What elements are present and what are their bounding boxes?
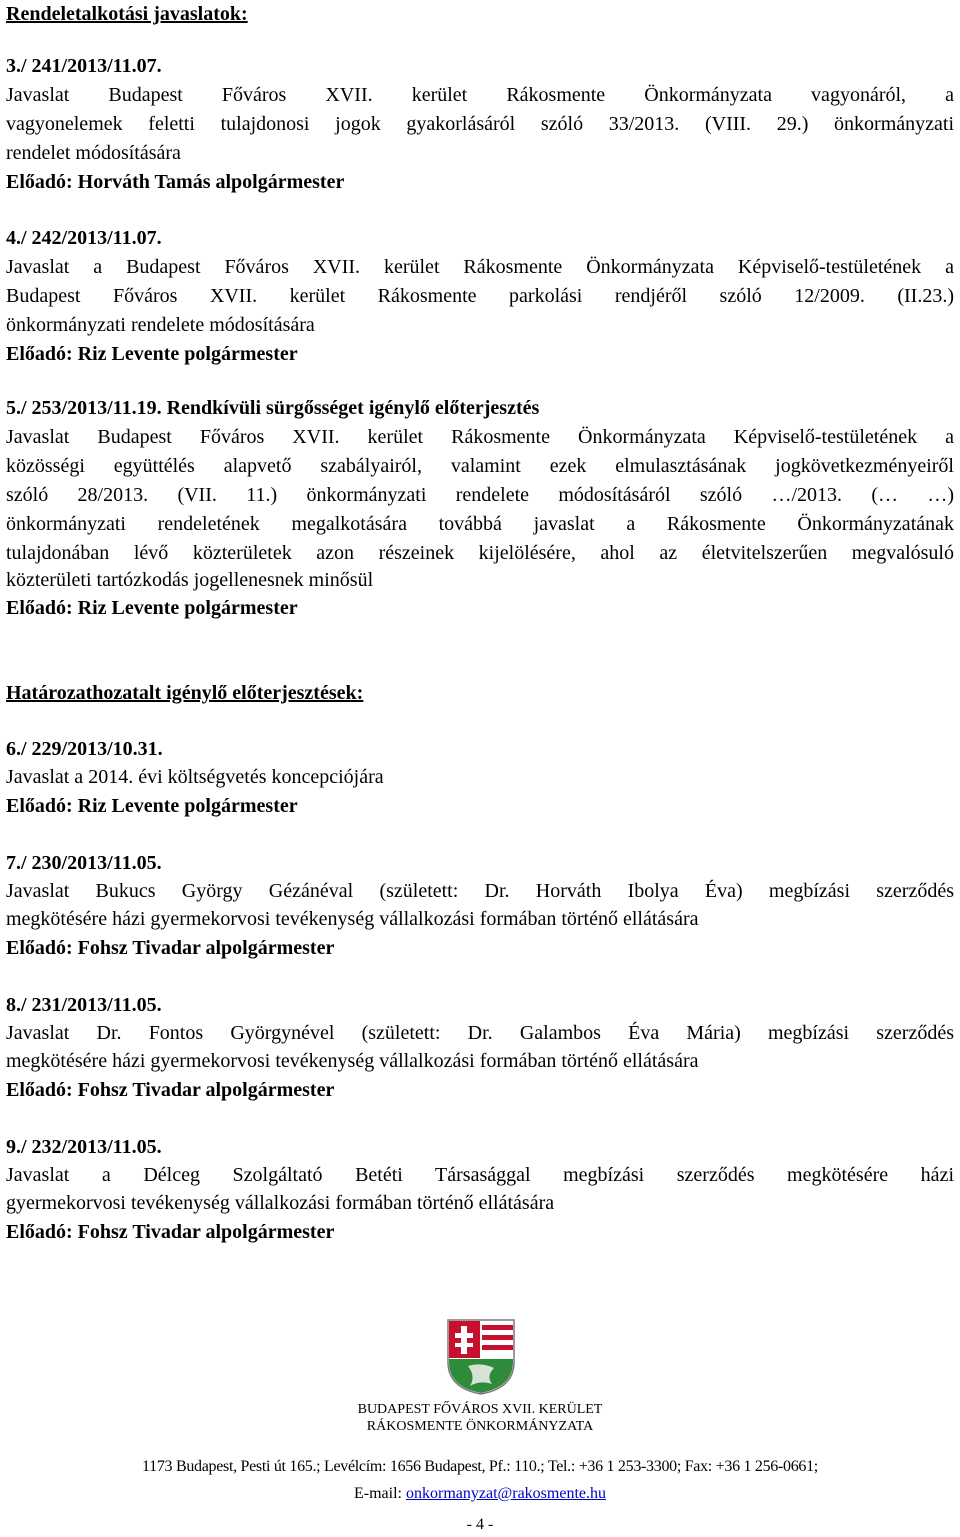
section-heading-rendelet: Rendeletalkotási javaslatok: [6,3,248,25]
item-text-line: Javaslat Bukucs György Gézánéval (született: Dr. Horváth Ibolya Éva) megbízási szerződés [6,880,954,902]
item-text-line: Javaslat a Budapest Főváros XVII. kerület Rákosmente Önkormányzata Képviselő-testületének a [6,256,954,278]
item-presenter: Előadó: Horváth Tamás alpolgármester [6,171,345,193]
footer-address: 1173 Budapest, Pesti út 165.; Levélcím: 1656 Budapest, Pf.: 110.; Tel.: +36 1 253-3300; Fax: +36 1 256-0661; [142,1458,818,1475]
footer-email-row [6,1484,954,1504]
item-text-line: Javaslat Budapest Főváros XVII. kerület Rákosmente Önkormányzata vagyonáról, a [6,84,954,106]
item-number: 9./ 232/2013/11.05. [6,1136,162,1158]
item-number: 5./ 253/2013/11.19. Rendkívüli sürgősséget igénylő előterjesztés [6,397,540,419]
section-heading-hatarozat: Határozathozatalt igénylő előterjesztések: [6,682,364,704]
item-text-line: önkormányzati rendelete módosítására [6,314,315,336]
item-presenter: Előadó: Riz Levente polgármester [6,597,298,619]
item-text-line: önkormányzati rendeletének megalkotására továbbá javaslat a Rákosmente Önkormányzatának [6,513,954,535]
item-number: 4./ 242/2013/11.07. [6,227,162,249]
item-text-line: gyermekorvosi tevékenység vállalkozási formában történő ellátására [6,1192,555,1214]
item-text-line: szóló 28/2013. (VII. 11.) önkormányzati rendelete módosításáról szóló …/2013. (… …) [6,484,954,506]
item-text-line: Javaslat Dr. Fontos Györgynével (született: Dr. Galambos Éva Mária) megbízási szerződés [6,1022,954,1044]
item-presenter: Előadó: Fohsz Tivadar alpolgármester [6,1079,335,1101]
item-presenter: Előadó: Fohsz Tivadar alpolgármester [6,1221,335,1243]
footer-email-link[interactable]: onkormanyzat@rakosmente.hu [405,1485,606,1502]
item-text-line: Javaslat a Délceg Szolgáltató Betéti Társasággal megbízási szerződés megkötésére házi [6,1164,954,1186]
item-text-line: közösségi együttélés alapvető szabályairól, valamint ezek elmulasztásának jogkövetkezményeiről [6,455,954,477]
item-number: 7./ 230/2013/11.05. [6,852,162,874]
item-number: 3./ 241/2013/11.07. [6,55,162,77]
footer-org-line2: RÁKOSMENTE ÖNKORMÁNYZATA [366,1419,594,1434]
item-text-line: rendelet módosítására [6,142,181,164]
item-presenter: Előadó: Riz Levente polgármester [6,795,298,817]
item-text-line: Javaslat a 2014. évi költségvetés koncepciójára [6,766,384,788]
footer-org-line1: BUDAPEST FŐVÁROS XVII. KERÜLET [357,1402,603,1417]
item-text-line: közterületi tartózkodás jogellenesnek minősül [6,569,374,591]
footer-email-label: E-mail: [354,1485,402,1502]
item-number: 6./ 229/2013/10.31. [6,738,163,760]
item-text-line: Budapest Főváros XVII. kerület Rákosmente parkolási rendjéről szóló 12/2009. (II.23.) [6,285,954,307]
item-number: 8./ 231/2013/11.05. [6,994,162,1016]
item-text-line: Javaslat Budapest Főváros XVII. kerület Rákosmente Önkormányzata Képviselő-testületének a [6,426,954,448]
item-presenter: Előadó: Fohsz Tivadar alpolgármester [6,937,335,959]
item-text-line: megkötésére házi gyermekorvosi tevékenység vállalkozási formában történő ellátására [6,908,699,930]
item-presenter: Előadó: Riz Levente polgármester [6,343,298,365]
page-number: - 4 - [466,1516,494,1533]
item-text-line: tulajdonában lévő közterületek azon részeinek kijelölésére, ahol az életvitelszerűen megvalósuló [6,542,954,564]
coat-of-arms-icon [446,1318,516,1396]
item-text-line: vagyonelemek feletti tulajdonosi jogok gyakorlásáról szóló 33/2013. (VIII. 29.) önkormányzati [6,113,954,135]
item-text-line: megkötésére házi gyermekorvosi tevékenység vállalkozási formában történő ellátására [6,1050,699,1072]
